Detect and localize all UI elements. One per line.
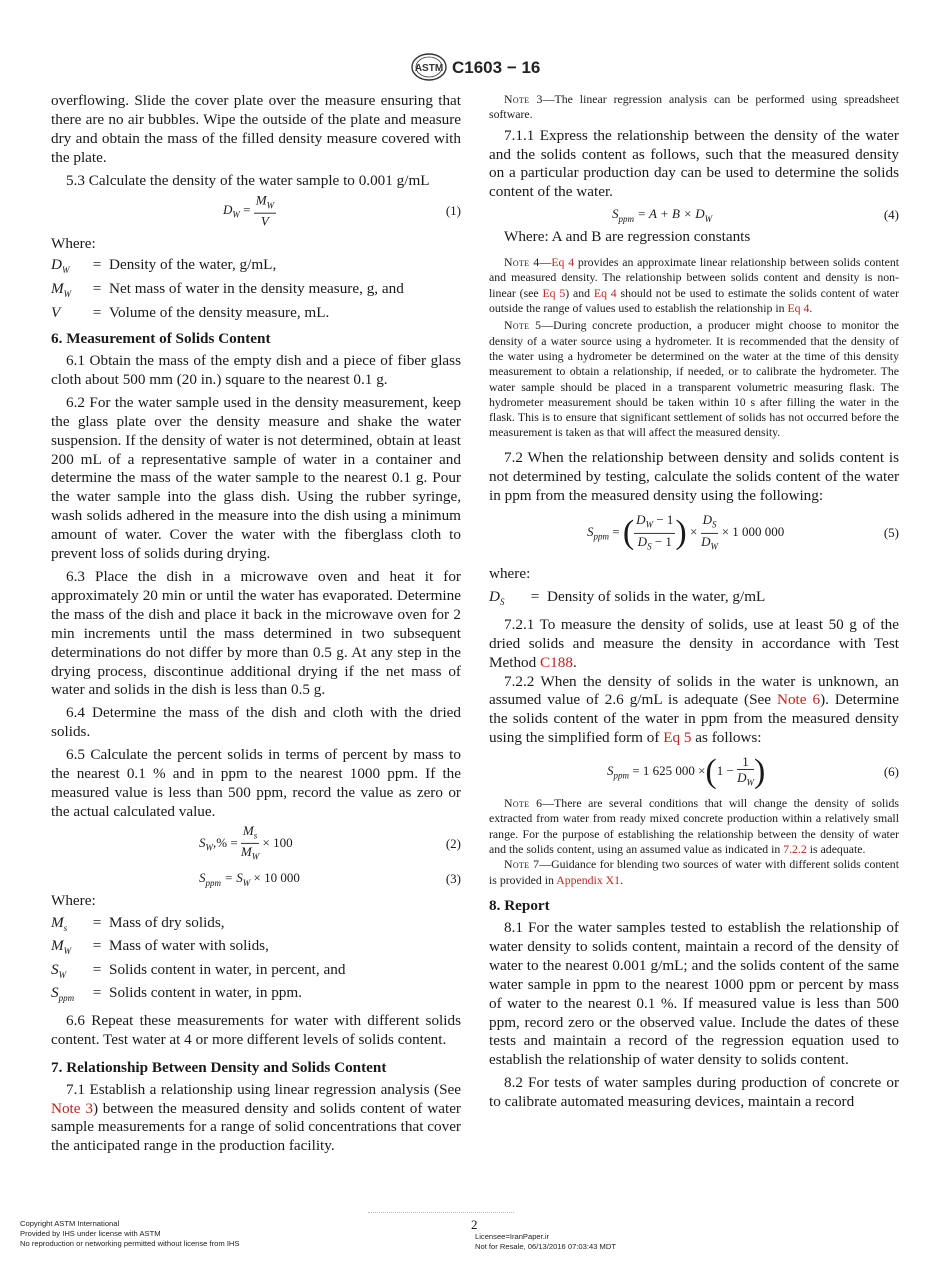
note-6: Note 6—There are several conditions that will change the density of solids extracted from water from ready mixed concrete production within a relatively small range. For the purpose of establishing the relationship between the density of water and the solids content, using an assumed value as indicated in 7.2.2 is adequate. (489, 796, 900, 857)
equation-number: (6) (883, 764, 899, 780)
equation-number: (4) (883, 207, 899, 223)
left-column (51, 92, 461, 1156)
paragraph-7-1-1: 7.1.1 Express the relationship between the density of the water and the solids content as follows, such that the measured density on a particular production day can be used to determine the solids content of the water. (489, 126, 899, 201)
regression-constants: Where: A and B are regression constants (504, 228, 751, 246)
list-item: $D_S$ = Density of solids in the water, g/mL (489, 588, 766, 608)
note-6-link[interactable]: Note 6 (777, 691, 821, 709)
page-number: 2 (471, 1217, 478, 1232)
where-label: Where: (51, 891, 96, 909)
equation-number: (5) (883, 525, 899, 541)
paragraph-6-4: 6.4 Determine the mass of the dish and cloth with the dried solids. (51, 704, 461, 741)
equation-3: $S_{ppm} = S_W \times 10$ 000 (3) (199, 869, 461, 888)
footer-divider (368, 1212, 514, 1213)
where-label: where: (489, 565, 531, 583)
paragraph-6-6: 6.6 Repeat these measurements for water with different solids content. Test water at 4 or more different levels of solids content. (51, 1011, 461, 1048)
right-column (489, 92, 899, 1112)
paragraph-5-2-cont: overflowing. Slide the cover plate over the measure ensuring that there are no air bubbles. Wipe the outside of the plate and measure dry and obtain the mass of the filled density measure covered with the plate. (51, 92, 461, 166)
section-7-2-2-link[interactable]: 7.2.2 (783, 842, 807, 857)
equation-6: $S_{ppm} = 1$ 625 000 ×(1 − $\frac{1}{D_W}$ ) (6) (607, 753, 899, 791)
paragraph-8-2: 8.2 For tests of water samples during production of concrete or to calibrate automated measuring devices, maintain a record (489, 1074, 899, 1111)
eq-5-link[interactable]: Eq 5 (663, 729, 692, 747)
eq-5-link[interactable]: Eq 5 (542, 285, 566, 300)
eq-4-link[interactable]: Eq 4 (551, 255, 575, 270)
equation-1: $D_W$ = $\frac{M_W}{V}$ (1) (223, 192, 461, 229)
svg-text:ASTM: ASTM (414, 63, 444, 74)
equation-2: $S_W,\%$ = $\frac{M_s}{M_W}$ × 100 (2) (199, 822, 461, 862)
note-4: Note 4—Eq 4 provides an approximate linear relationship between solids content and measured density. The relationship between solids content and density is non-linear (see Eq 5) and Eq 4 should not be used to estimate the solids content of water outside the range of values used to establish the relationship in Eq 4. (489, 255, 899, 316)
footer-copyright: Copyright ASTM International Provided by IHS under license with ASTM No reproduction or networking permitted without license from IHS (20, 1219, 240, 1248)
astm-logo (409, 52, 449, 82)
section-7-heading: 7. Relationship Between Density and Solids Content (51, 1058, 387, 1076)
note-5: Note 5—During concrete production, a producer might choose to monitor the density of a water source using a hydrometer. It is recommended that the density of the water using a hydrometer be determined on the water at the time of this density measurement to obtain a relationship, if needed, or to calibrate the hydrometer. The water sample should be placed in a transparent volumetric measuring flask. The hydrometer measurement should be taken within 10 s after filling the water in the flask. This is to ensure that significant settlement of solids has not occurred before the measurement is taken as that will affect the measured density. (489, 318, 900, 440)
equation-number: (2) (445, 835, 461, 851)
equation-number: (1) (445, 202, 461, 218)
c188-link[interactable]: C188 (540, 653, 573, 671)
where-label: Where: (51, 234, 96, 252)
appendix-x1-link[interactable]: Appendix X1 (556, 872, 621, 887)
paragraph-7-2: 7.2 When the relationship between density and solids content is not determined by testing, calculate the solids content of the water in ppm from the measured density using the following: (489, 448, 899, 504)
equation-4: $S_{ppm} = A + B \times D_W$ (4) (612, 206, 899, 225)
paragraph-6-1: 6.1 Obtain the mass of the empty dish and a piece of fiber glass cloth about 500 mm (20 in.) square to the nearest 0.1 g. (51, 352, 461, 388)
list-item: $S_{ppm}$ = Solids content in water, in ppm. (51, 984, 303, 1004)
paragraph-8-1: 8.1 For the water samples tested to establish the relationship of water density to solids content, maintain a record of the density of water to the nearest 0.001 g/mL; and the solids content of the same water sample in ppm to the nearest 1000 ppm or percent by mass of water to the nearest 0.1 %. If measured value is less than 500 ppm, record zero or the observed value. Include the dates of these tests and maintain a record of the regression equation used to establish the relationship of water density to solids content. (489, 918, 899, 1069)
variables-list-1 (51, 256, 404, 321)
eq-4-link[interactable]: Eq 4 (787, 301, 810, 316)
note-3: Note 3—The linear regression analysis can be performed using spreadsheet software. (489, 92, 899, 122)
section-6-heading: 6. Measurement of Solids Content (51, 330, 271, 347)
note-3-link[interactable]: Note 3 (51, 1099, 93, 1117)
paragraph-7-2-2: 7.2.2 When the density of solids in the water is unknown, an assumed value of 2.6 g/mL is adequate (See Note 6). Determine the solids content of the water in ppm from the measured density using the simplified form of Eq 5 as follows: (489, 672, 900, 747)
paragraph-7-2-1: 7.2.1 To measure the density of solids, use at least 50 g of the dried solids and measure the density in accordance with Test Method C188. (489, 615, 899, 671)
list-item: V = Volume of the density measure, mL. (51, 303, 330, 321)
paragraph-5-3: 5.3 Calculate the density of the water sample to 0.001 g/mL (66, 171, 430, 189)
page-header (0, 52, 950, 86)
variables-list-2 (51, 914, 345, 1008)
list-item: $S_W$ = Solids content in water, in percent, and (51, 960, 346, 980)
document-id: C1603 − 16 (452, 58, 541, 77)
paragraph-6-5: 6.5 Calculate the percent solids in terms of percent by mass to the nearest 0.1 % and in ppm to the nearest 1000 ppm. If the measured value is less than 500 ppm, record the value as zero or the actual calculated value. (51, 746, 461, 820)
list-item: $M_s$ = Mass of dry solids, (51, 913, 225, 933)
eq-4-link[interactable]: Eq 4 (593, 285, 617, 300)
list-item: $M_W$ = Mass of water with solids, (51, 937, 269, 957)
paragraph-7-1: 7.1 Establish a relationship using linear regression analysis (See Note 3) between the measured density and solids content of water sample measurements for a range of solid concentrations that cover the anticipated range in the production facility. (51, 1080, 461, 1155)
list-item: $M_W$ = Net mass of water in the density measure, g, and (51, 279, 404, 299)
section-8-heading: 8. Report (489, 896, 550, 914)
list-item: $D_W$ = Density of the water, g/mL, (51, 256, 277, 276)
variables-list-3 (489, 588, 765, 612)
equation-5: $S_{ppm}$ = ( $\frac{D_W - 1}{D_S - 1}$ ) × $\frac{D_S}{D_W}$ × 1 000 000 (5) (587, 512, 899, 552)
paragraph-6-3: 6.3 Place the dish in a microwave oven and heat it for approximately 20 min or until the water has evaporated. Determine the mass of the dish and place it back in the microwave oven for 2 min increments until the mass determined in two subsequent determinations do not differ by more than 0.5 g. At any step in the drying process, discontinue additional drying if the net mass of water and solids in the dish is less than 0.5 g. (51, 567, 461, 699)
note-7: Note 7—Guidance for blending two sources of water with different solids content is provided in Appendix X1. (489, 857, 899, 887)
paragraph-6-2: 6.2 For the water sample used in the density measurement, keep the glass plate over the density measure and shake the water suspension. If the density of water is not determined, obtain at least 200 mL of a representative sample of water in a container and determine the mass of the water sample to the nearest 0.1 g. Pour the water sample into the glass dish. Using the rubber syringe, wash solids adhered in the measure into the dish using a minimum amount of water. Cover the water with the fiberglass cloth to prevent loss of solids during drying. (51, 393, 461, 563)
footer-license: Licensee=IranPaper.ir Not for Resale, 06/13/2016 07:03:43 MDT (475, 1232, 616, 1251)
equation-number: (3) (445, 870, 461, 886)
